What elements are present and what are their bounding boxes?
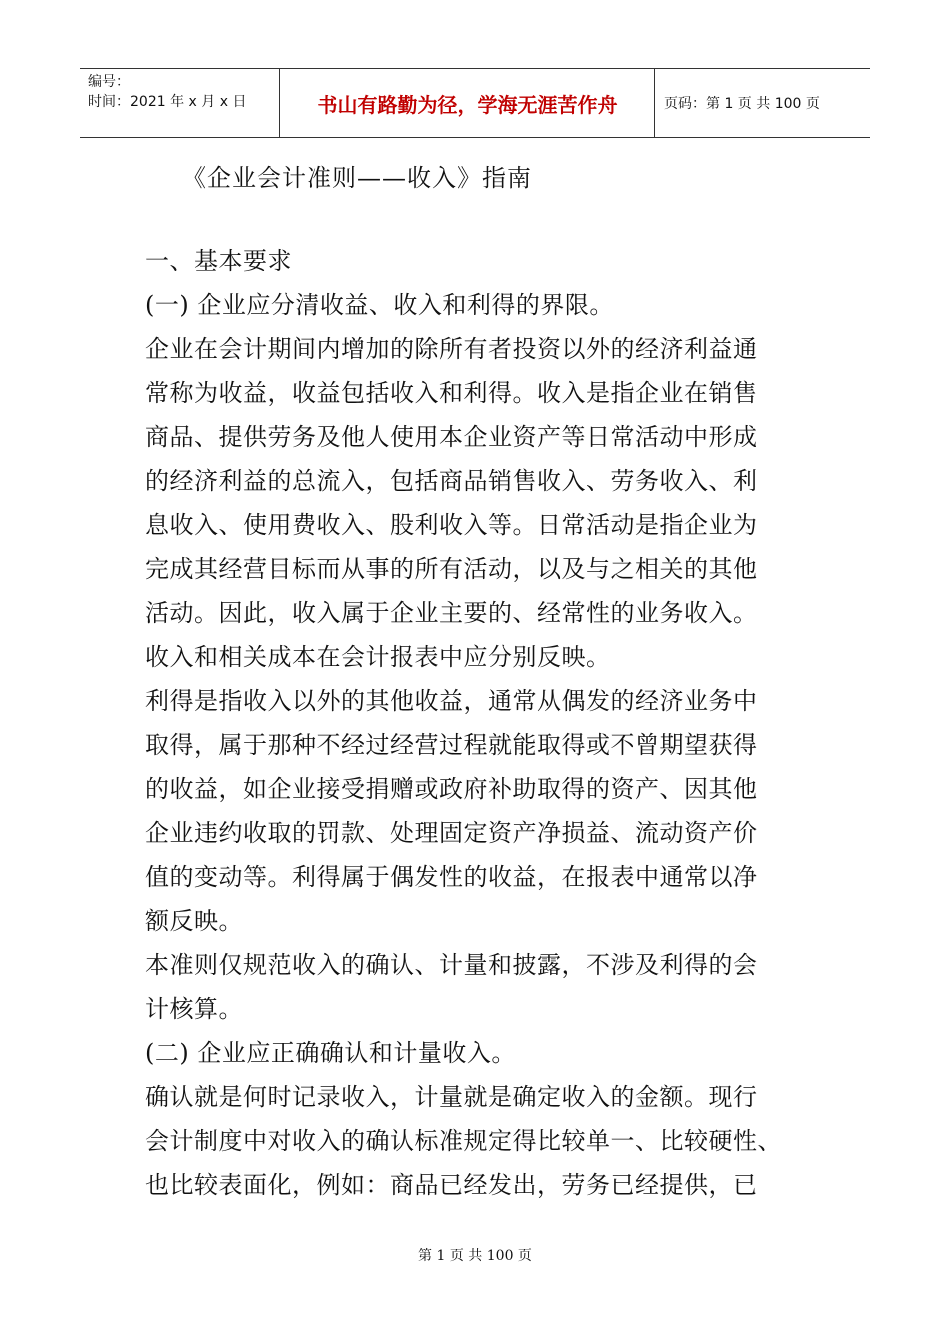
document-number-label: 编号：	[88, 74, 130, 90]
body-line: 息收入、使用费收入、股利收入等。日常活动是指企业为	[145, 511, 758, 539]
body-line: 也比较表面化，例如：商品已经发出，劳务已经提供，已	[145, 1171, 758, 1199]
page-footer: 第 1 页 共 100 页	[418, 1248, 532, 1264]
body-line: 会计制度中对收入的确认标准规定得比较单一、比较硬性、	[145, 1127, 782, 1155]
body-line: (一) 企业应分清收益、收入和利得的界限。	[145, 291, 614, 319]
body-line: 一、基本要求	[145, 247, 292, 275]
body-line: 的经济利益的总流入，包括商品销售收入、劳务收入、利	[145, 467, 758, 495]
body-line: 商品、提供劳务及他人使用本企业资产等日常活动中形成	[145, 423, 758, 451]
body-line: 确认就是何时记录收入，计量就是确定收入的金额。现行	[145, 1083, 758, 1111]
body-line: 额反映。	[145, 907, 243, 935]
body-line: 企业在会计期间内增加的除所有者投资以外的经济利益通	[145, 335, 758, 363]
body-line: 计核算。	[145, 995, 243, 1023]
header-table	[80, 68, 870, 138]
body-line: 收入和相关成本在会计报表中应分别反映。	[145, 643, 611, 671]
body-line: 取得，属于那种不经过经营过程就能取得或不曾期望获得	[145, 731, 758, 759]
document-date: 时间：2021 年 x 月 x 日	[88, 94, 247, 110]
header-meta-cell	[80, 69, 280, 137]
body-line: 常称为收益，收益包括收入和利得。收入是指企业在销售	[145, 379, 758, 407]
body-line: 活动。因此，收入属于企业主要的、经常性的业务收入。	[145, 599, 758, 627]
header-page-info: 页码：第 1 页 共 100 页	[664, 96, 820, 112]
body-line: 值的变动等。利得属于偶发性的收益，在报表中通常以净	[145, 863, 758, 891]
body-line: 利得是指收入以外的其他收益，通常从偶发的经济业务中	[145, 687, 758, 715]
body-line: 企业违约收取的罚款、处理固定资产净损益、流动资产价	[145, 819, 758, 847]
document-title: 《企业会计准则——收入》指南	[182, 164, 532, 192]
document-body	[145, 243, 795, 1211]
body-line: 本准则仅规范收入的确认、计量和披露，不涉及利得的会	[145, 951, 758, 979]
body-line: 完成其经营目标而从事的所有活动，以及与之相关的其他	[145, 555, 758, 583]
header-motto: 书山有路勤为径，学海无涯苦作舟	[281, 69, 655, 137]
body-line: (二) 企业应正确确认和计量收入。	[145, 1039, 516, 1067]
body-line: 的收益，如企业接受捐赠或政府补助取得的资产、因其他	[145, 775, 758, 803]
